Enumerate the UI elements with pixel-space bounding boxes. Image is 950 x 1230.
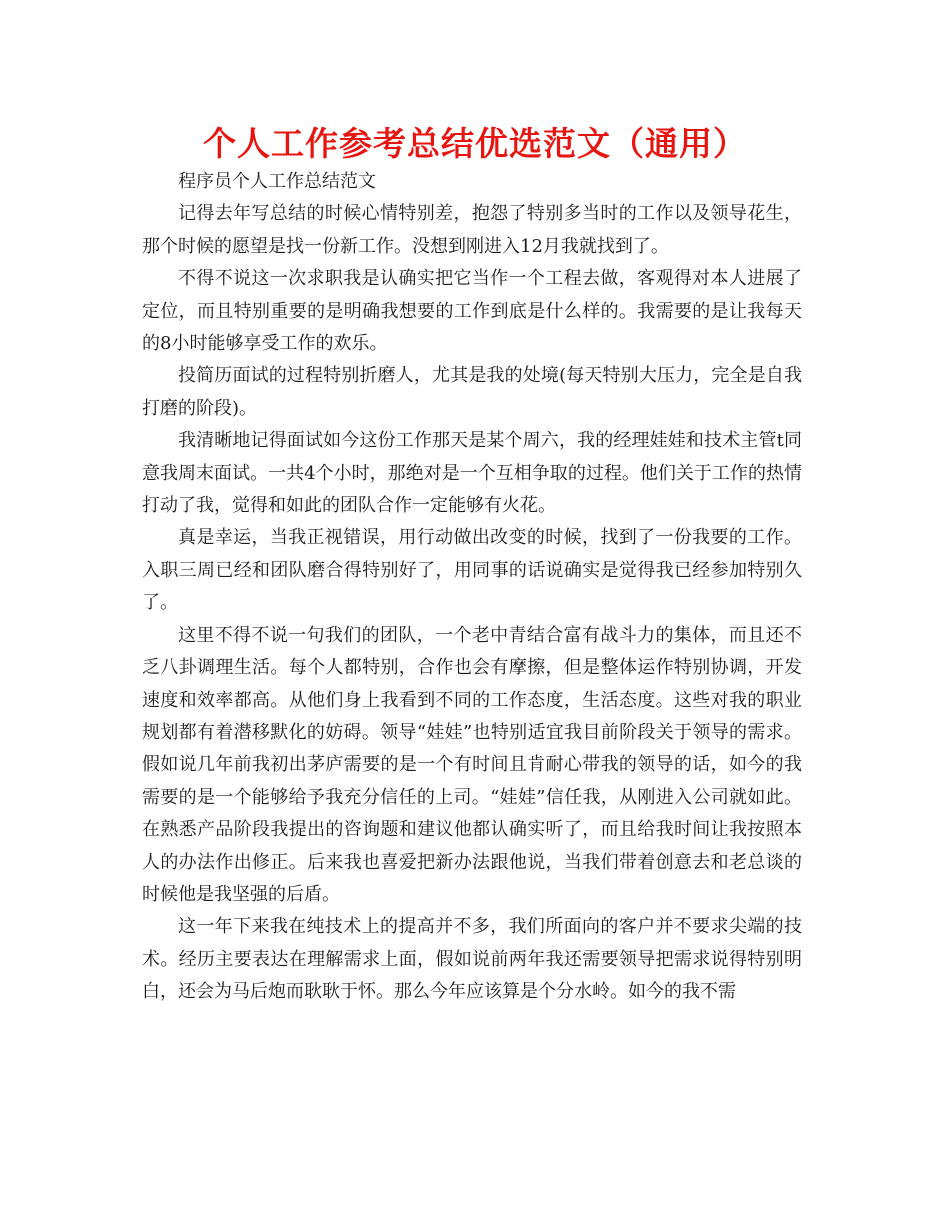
body-paragraph: 投简历面试的过程特别折磨人，尤其是我的处境(每天特别大压力，完全是自我打磨的阶段)。 (142, 365, 802, 419)
document-body (142, 166, 802, 1009)
body-paragraph: 这里不得不说一句我们的团队，一个老中青结合富有战斗力的集体，而且还不乏八卦调理生活。每个人都特别，合作也会有摩擦，但是整体运作特别协调，开发速度和效率都高。从他们身上我看到不同的工作态度，生活态度。这些对我的职业规划都有着潜移默化的妨碍。领导“娃娃”也特别适宜我目前阶段关于领导的需求。假如说几年前我初出茅庐需要的是一个有时间且肯耐心带我的领导的话，如今的我需要的是一个能够给予我充分信任的上司。“娃娃”信任我，从刚进入公司就如此。在熟悉产品阶段我提出的咨询题和建议他都认确实听了，而且给我时间让我按照本人的办法作出修正。后来我也喜爱把新办法跟他说，当我们带着创意去和老总谈的时候他是我坚强的后盾。 (142, 624, 802, 905)
body-paragraph: 不得不说这一次求职我是认确实把它当作一个工程去做，客观得对本人进展了定位，而且特别重要的是明确我想要的工作到底是什么样的。我需要的是让我每天的8小时能够享受工作的欢乐。 (142, 268, 802, 355)
body-paragraph: 我清晰地记得面试如今这份工作那天是某个周六，我的经理娃娃和技术主管t同意我周末面试。一共4个小时，那绝对是一个互相争取的过程。他们关于工作的热情打动了我，觉得和如此的团队合作一定能够有火花。 (142, 430, 802, 517)
body-paragraph: 这一年下来我在纯技术上的提高并不多，我们所面向的客户并不要求尖端的技术。经历主要表达在理解需求上面，假如说前两年我还需要领导把需求说得特别明白，还会为马后炮而耿耿于怀。那么今年应该算是个分水岭。如今的我不需 (142, 916, 802, 1003)
subtitle-paragraph: 程序员个人工作总结范文 (178, 171, 376, 192)
document-title: 个人工作参考总结优选范文（通用） (203, 124, 747, 163)
body-paragraph: 真是幸运，当我正视错误，用行动做出改变的时候，找到了一份我要的工作。入职三周已经和团队磨合得特别好了，用同事的话说确实是觉得我已经参加特别久了。 (142, 527, 802, 614)
body-paragraph: 记得去年写总结的时候心情特别差，抱怨了特别多当时的工作以及领导花生，那个时候的愿望是找一份新工作。没想到刚进入12月我就找到了。 (142, 203, 802, 257)
